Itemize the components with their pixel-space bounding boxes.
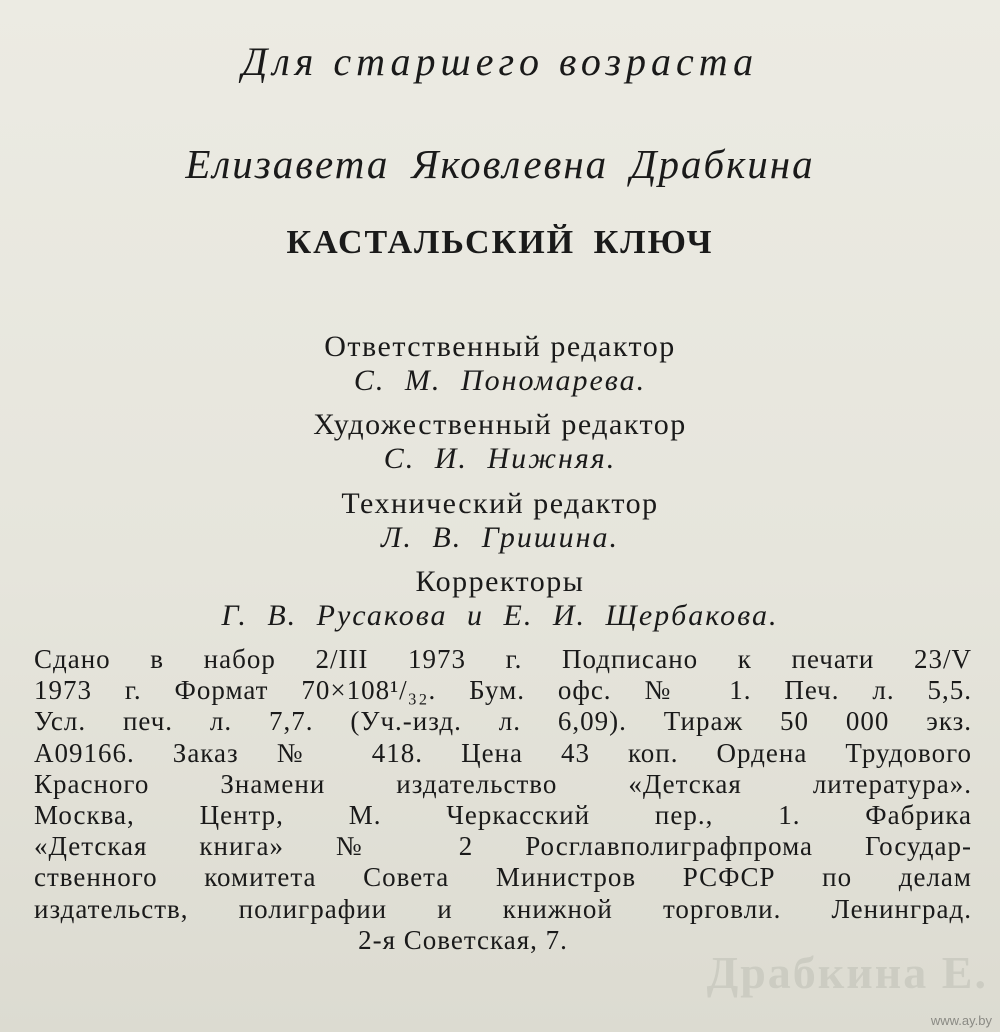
credit-name: С. М. Пономарева.	[353, 364, 647, 397]
author-name: Елизавета Яковлевна Драбкина	[185, 141, 815, 187]
credit-name: С. И. Нижняя.	[383, 442, 617, 475]
imprint-line: издательств, полиграфии и книжной торговли. Ленинград.	[34, 893, 972, 924]
credit-role: Корректоры	[415, 565, 585, 598]
imprint-line: ственного комитета Совета Министров РСФСР по делам	[34, 862, 972, 893]
imprint-block	[34, 644, 972, 956]
credit-role: Ответственный редактор	[324, 330, 676, 363]
credit-role: Технический редактор	[341, 487, 659, 520]
site-watermark: www.ay.by	[930, 1013, 992, 1028]
imprint-line: Усл. печ. л. 7,7. (Уч.-изд. л. 6,09). Тираж 50 000 экз.	[34, 706, 972, 737]
credit-name: Г. В. Русакова и Е. И. Щербакова.	[221, 599, 779, 632]
imprint-line: А09166. Заказ № 418. Цена 43 коп. Ордена Трудового	[34, 737, 972, 768]
imprint-line: Сдано в набор 2/III 1973 г. Подписано к печати 23/V	[34, 644, 972, 674]
imprint-line: Москва, Центр, М. Черкасский пер., 1. Фабрика	[34, 800, 972, 831]
credit-name: Л. В. Гришина.	[381, 521, 619, 554]
imprint-line: Красного Знамени издательство «Детская литература».	[34, 768, 972, 799]
imprint-line: 2-я Советская, 7.	[358, 924, 568, 955]
imprint-line: 1973 г. Формат 70×108¹/₃₂. Бум. офс. № 1. Печ. л. 5,5.	[34, 675, 972, 706]
credit-role: Художественный редактор	[313, 408, 687, 441]
book-title: КАСТАЛЬСКИЙ КЛЮЧ	[286, 224, 714, 261]
bleed-through-watermark: Драбкина Е.	[706, 947, 988, 998]
imprint-line: «Детская книга» № 2 Росглавполиграфпрома Государ-	[34, 831, 972, 862]
series-label: Для старшего возраста	[241, 39, 759, 84]
